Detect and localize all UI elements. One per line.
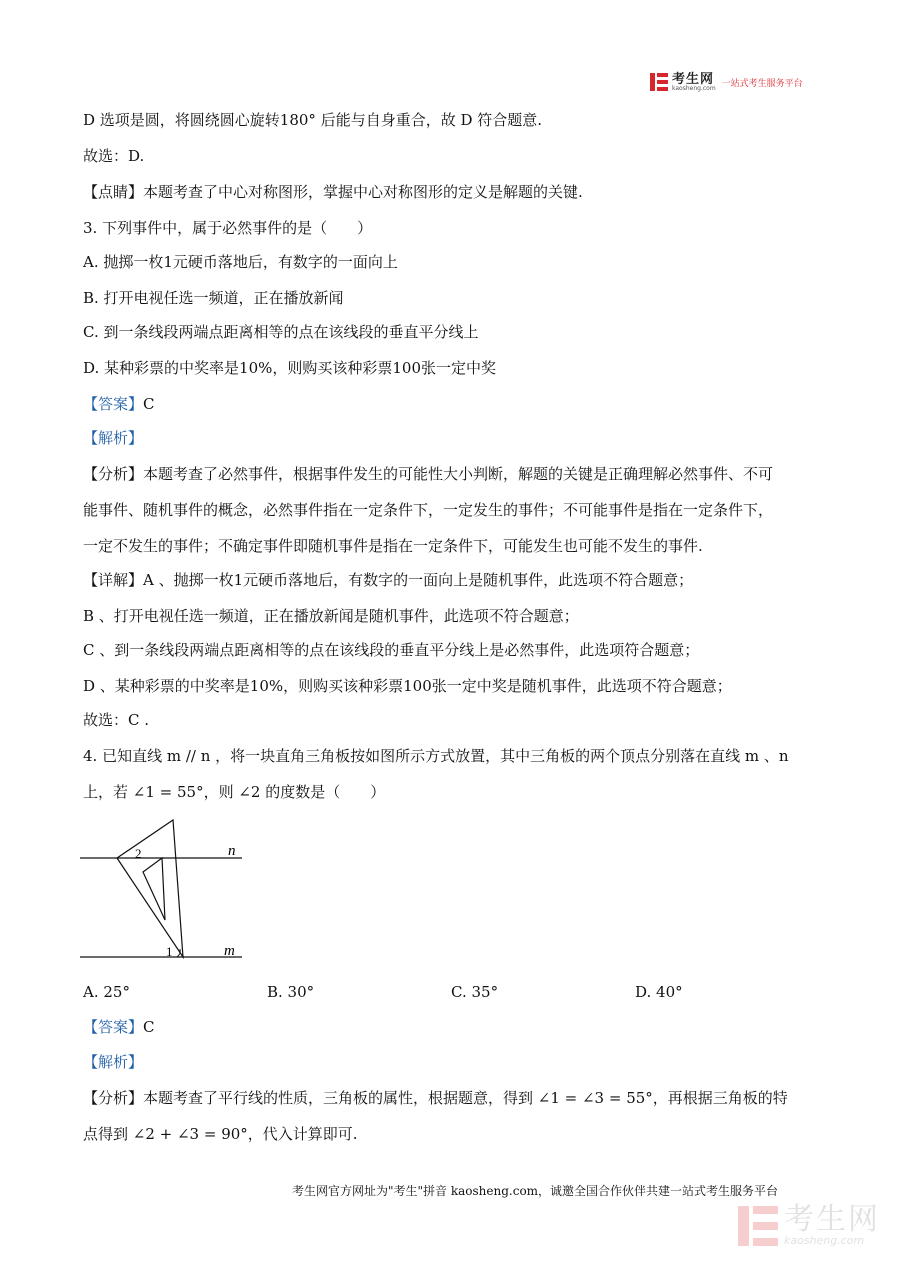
text-line: D 、某种彩票的中奖率是10%，则购买该种彩票100张一定中奖是随机事件，此选项不符合题意；: [83, 677, 732, 695]
set-square-inner: [143, 858, 165, 920]
analysis-label-row: [83, 428, 143, 448]
question-3-option-d: D. 某种彩票的中奖率是10%，则购买该种彩票100张一定中奖: [83, 359, 497, 377]
watermark-url: kaosheng.com: [784, 1234, 865, 1247]
kaosheng-logo-icon: [650, 73, 668, 91]
question-3-stem: 3. 下列事件中，属于必然事件的是（ ）: [83, 219, 373, 237]
triangle-figure: [80, 815, 260, 965]
header-logo: [650, 70, 803, 94]
question-3-option-b: B. 打开电视任选一频道，正在播放新闻: [83, 289, 344, 307]
question-3-option-c: C. 到一条线段两端点距离相等的点在该线段的垂直平分线上: [83, 323, 479, 341]
answer-value: C: [143, 395, 155, 413]
text-line: 【分析】本题考查了平行线的性质，三角板的属性，根据题意，得到 ∠1 = ∠3 = 55°，再根据三角板的特: [83, 1089, 788, 1107]
question-4-stem: 4. 已知直线 m // n ，将一块直角三角板按如图所示方式放置，其中三角板的两个顶点分别落在直线 m 、n: [83, 747, 789, 765]
question-4-option-c: C. 35°: [451, 983, 499, 1001]
text-line: D 选项是圆，将圆绕圆心旋转180° 后能与自身重合，故 D 符合题意.: [83, 111, 543, 129]
text-line: 点得到 ∠2 + ∠3 = 90°，代入计算即可.: [83, 1125, 358, 1143]
q4-analysis-label-row: [83, 1052, 143, 1072]
question-4-option-b: B. 30°: [267, 983, 315, 1001]
text-line: 故选：C .: [83, 711, 150, 729]
text-line: 一定不发生的事件；不确定事件即随机事件是指在一定条件下，可能发生也可能不发生的事件.: [83, 537, 703, 555]
logo-url: kaosheng.com: [672, 84, 716, 92]
text-line: 能事件、随机事件的概念，必然事件指在一定条件下，一定发生的事件；不可能事件是指在一定条件下，: [83, 501, 774, 519]
kaosheng-watermark-icon: [738, 1206, 778, 1246]
answer-row: [83, 394, 155, 414]
label-2: 2: [135, 846, 142, 861]
question-4-option-d: D. 40°: [635, 983, 683, 1001]
watermark-title: 考生网: [784, 1202, 880, 1237]
answer-label: 【答案】: [83, 395, 144, 413]
text-line: 【分析】本题考查了必然事件，根据事件发生的可能性大小判断，解题的关键是正确理解必然事件、不可: [83, 465, 774, 483]
text-line: C 、到一条线段两端点距离相等的点在该线段的垂直平分线上是必然事件，此选项符合题意；: [83, 641, 700, 659]
logo-title: 考生网: [672, 71, 715, 87]
text-line: 【详解】A 、抛掷一枚1元硬币落地后，有数字的一面向上是随机事件，此选项不符合题意；: [83, 571, 694, 589]
label-m: m: [224, 943, 235, 959]
text-line: B 、打开电视任选一频道，正在播放新闻是随机事件，此选项不符合题意；: [83, 607, 579, 625]
watermark: [738, 1202, 880, 1247]
answer-label: 【答案】: [83, 1018, 144, 1036]
label-1: 1: [166, 944, 173, 959]
label-n: n: [228, 843, 236, 859]
text-line: 故选：D.: [83, 147, 145, 165]
logo-slogan: 一站式考生服务平台: [721, 78, 803, 89]
question-3-option-a: A. 抛掷一枚1元硬币落地后，有数字的一面向上: [83, 253, 398, 271]
text-line: 【点睛】本题考查了中心对称图形，掌握中心对称图形的定义是解题的关键.: [83, 183, 583, 201]
answer-value: C: [143, 1018, 155, 1036]
footer-text: 考生网官方网址为"考生"拼音 kaosheng.com，诚邀全国合作伙伴共建一站式考生服务平台: [292, 1184, 779, 1198]
question-4-stem-cont: 上，若 ∠1 = 55°，则 ∠2 的度数是（ ）: [83, 783, 386, 801]
analysis-label: 【解析】: [83, 1053, 144, 1071]
q4-answer-row: [83, 1017, 155, 1037]
question-4-option-a: A. 25°: [83, 983, 130, 1001]
analysis-label: 【解析】: [83, 429, 144, 447]
